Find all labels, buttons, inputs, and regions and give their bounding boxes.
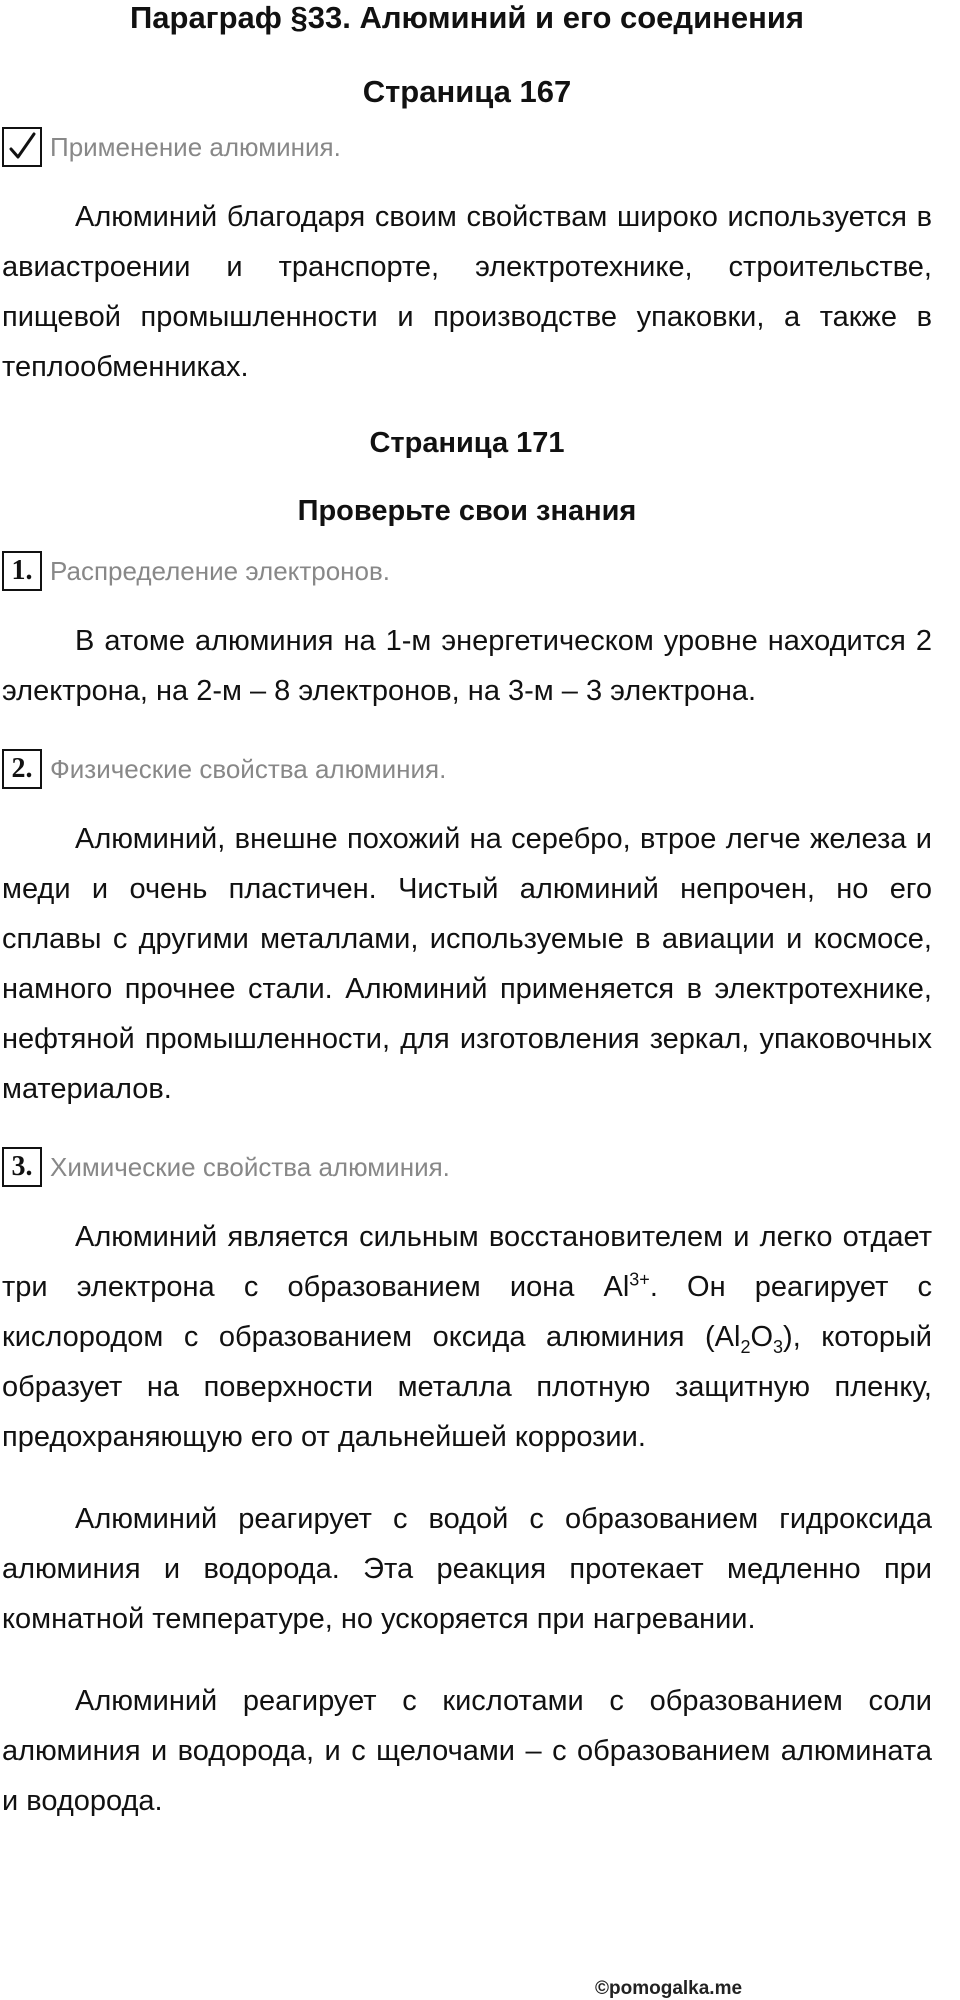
page-number-heading: Страница 171	[369, 427, 565, 459]
task-2	[2, 748, 932, 790]
answer-paragraph: В атоме алюминия на 1-м энергетическом уровне находится 2 электрона, на 2-м – 8 электронов, на 3-м – 3 электрона.	[2, 625, 932, 707]
task-label: Применение алюминия.	[50, 131, 341, 162]
document-content	[2, 0, 932, 1858]
answer-paragraph	[2, 1212, 932, 1462]
watermark: ©pomogalka.me	[595, 1978, 743, 1999]
task-label: Физические свойства алюминия.	[50, 753, 447, 784]
text-run: Алюминий является сильным восстановителем и легко отдает три электрона с образованием иона Al	[2, 1221, 932, 1303]
answer-paragraph: Алюминий реагирует с кислотами с образованием соли алюминия и водорода, и с щелочами – с образованием алюмината и водорода.	[2, 1685, 932, 1817]
answer-paragraph: Алюминий благодаря своим свойствам широко используется в авиастроении и транспорте, электротехнике, строительстве, пищевой промышленности и производстве упаковки, а также в теплообменниках.	[2, 201, 932, 383]
task-3	[2, 1146, 932, 1188]
text-run: O	[750, 1321, 774, 1353]
answer-paragraph: Алюминий, внешне похожий на серебро, втрое легче железа и меди и очень пластичен. Чистый алюминий непрочен, но его сплавы с другими металлами, используемые в авиации и космосе, намного прочнее стали. Алюминий применяется в электротехнике, нефтяной промышленности, для изготовления зеркал, упаковочных материалов.	[2, 823, 932, 1105]
task-1	[2, 550, 932, 592]
task-number-box: 2.	[2, 749, 42, 789]
section-heading: Проверьте свои знания	[297, 495, 637, 527]
task-label: Химические свойства алюминия.	[50, 1151, 450, 1182]
answer-paragraph: Алюминий реагирует с водой с образованием гидроксида алюминия и водорода. Эта реакция протекает медленно при комнатной температуре, но ускоряется при нагревании.	[2, 1503, 932, 1635]
paragraph-title: Параграф §33. Алюминий и его соединения	[129, 0, 804, 35]
task-label: Распределение электронов.	[50, 555, 391, 586]
text-run: . Он реагирует с кислородом с образованием оксида алюминия (Al	[2, 1271, 932, 1353]
check-icon	[2, 127, 42, 167]
task-number-box: 1.	[2, 551, 42, 591]
page-number-heading: Страница 167	[362, 74, 572, 109]
task-application	[2, 126, 932, 168]
subscript: 2	[740, 1336, 751, 1357]
subscript: 3	[773, 1336, 784, 1357]
task-number-box: 3.	[2, 1147, 42, 1187]
text-run: ), который образует на поверхности металла плотную защитную пленку, предохраняющую его от дальнейшей коррозии.	[2, 1321, 932, 1453]
ion-charge: 3+	[629, 1269, 650, 1290]
